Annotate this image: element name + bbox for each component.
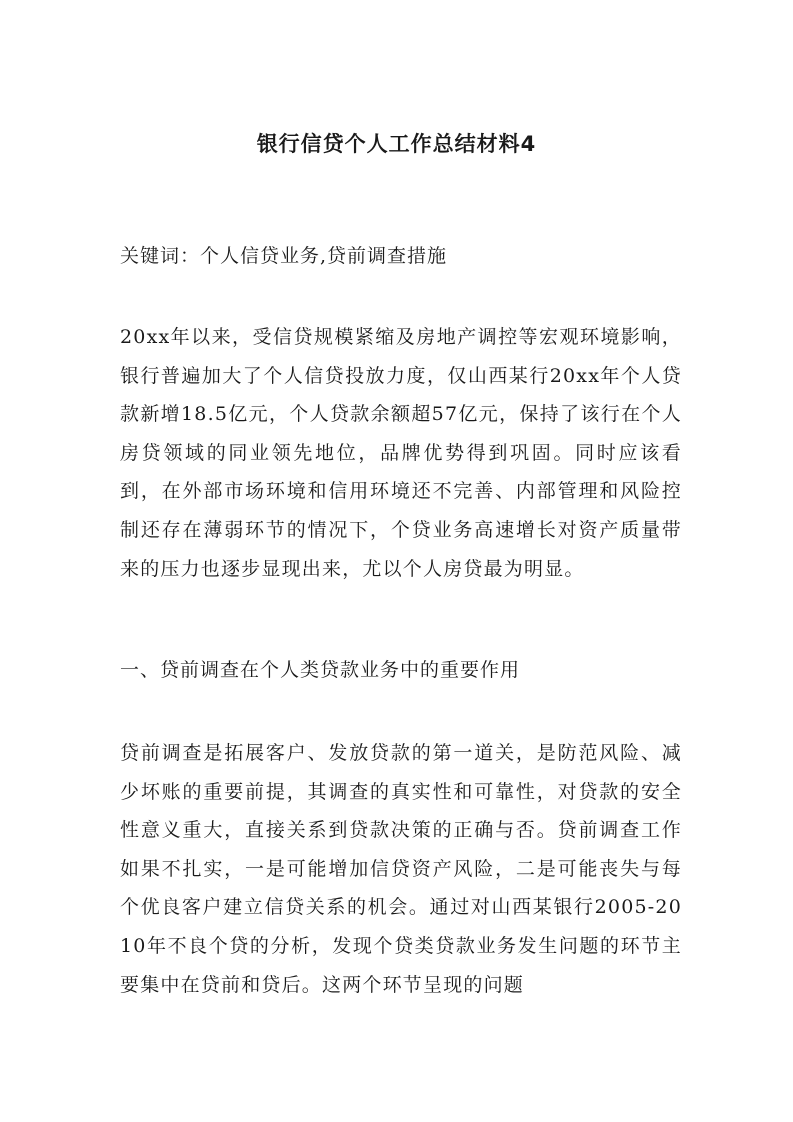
body-paragraph-1: 20xx年以来，受信贷规模紧缩及房地产调控等宏观环境影响，银行普遍加大了个人信贷投放力度，仅山西某行20xx年个人贷款新增18.5亿元，个人贷款余额超57亿元，保持了该行在个人房贷领域的同业领先地位，品牌优势得到巩固。同时应该看到，在外部市场环境和信用环境还不完善、内部管理和风险控制还存在薄弱环节的情况下，个贷业务高速增长对资产质量带来的压力也逐步显现出来，尤以个人房贷最为明显。 [120, 326, 682, 580]
body-paragraph-2: 贷前调查是拓展客户、发放贷款的第一道关，是防范风险、减少坏账的重要前提，其调查的真实性和可靠性，对贷款的安全性意义重大，直接关系到贷款决策的正确与否。贷前调查工作如果不扎实，一是可能增加信贷资产风险，二是可能丧失与每个优良客户建立信贷关系的机会。通过对山西某银行2005-2010年不良个贷的分析，发现个贷类贷款业务发生问题的环节主要集中在贷前和贷后。这两个环节呈现的问题 [120, 742, 682, 996]
section-heading-1: 一、贷前调查在个人类贷款业务中的重要作用 [120, 659, 521, 681]
keywords-line: 关键词：个人信贷业务,贷前调查措施 [120, 245, 448, 267]
document-title: 银行信贷个人工作总结材料4 [256, 132, 537, 156]
